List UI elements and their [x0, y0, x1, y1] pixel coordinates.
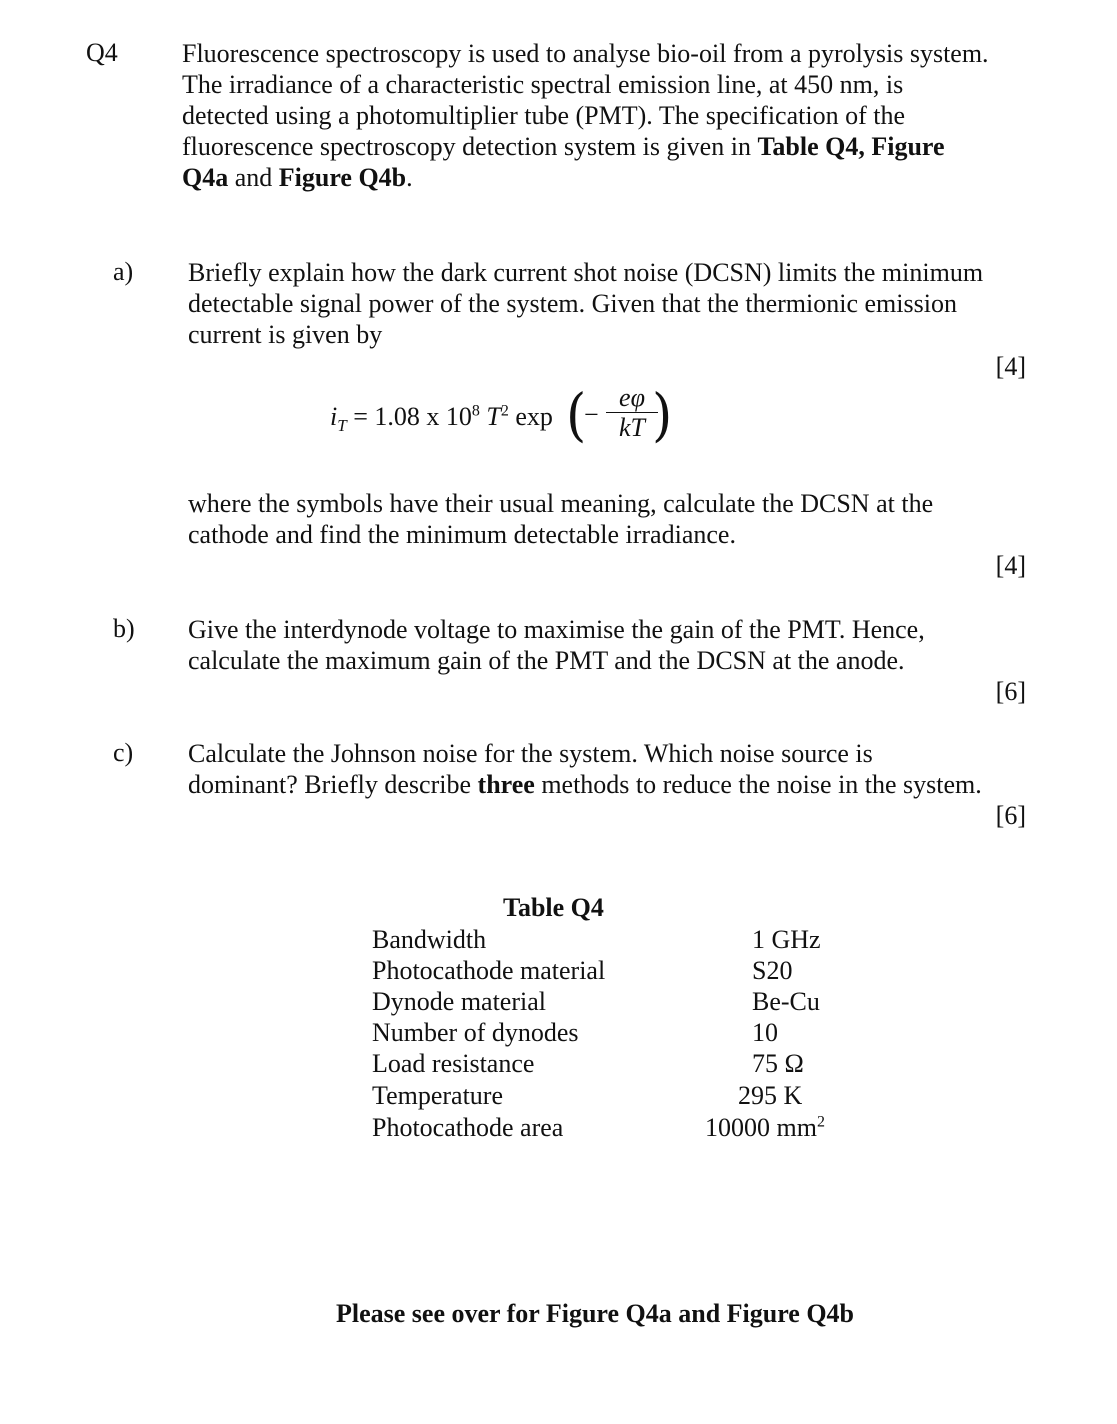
intro-line: detected using a photomultiplier tube (PMT). The specification of the [182, 101, 905, 130]
formula-sub-t: T [337, 416, 347, 436]
formula-i: i [330, 402, 338, 431]
part-c-line [188, 769, 982, 800]
formula-t: T [479, 402, 501, 431]
part-a-line: cathode and find the minimum detectable irradiance. [188, 520, 736, 549]
formula-denominator: kT [619, 413, 645, 442]
thermionic-formula [330, 380, 673, 460]
part-a-text-2 [188, 488, 933, 550]
table-row-value: Be-Cu [752, 987, 820, 1016]
table-row-label: Load resistance [372, 1049, 535, 1078]
table-row-label: Dynode material [372, 987, 546, 1016]
formula-fraction [606, 384, 658, 443]
intro-line [182, 162, 989, 193]
intro-line: The irradiance of a characteristic spectral emission line, at 450 nm, is [182, 70, 904, 99]
table-row-value: 10 [752, 1018, 778, 1047]
intro-text: fluorescence spectroscopy detection system is given in [182, 132, 758, 161]
intro-ref-fig-a: Q4a [182, 163, 229, 192]
part-b-line: calculate the maximum gain of the PMT and the DCSN at the anode. [188, 646, 905, 675]
part-c-text [188, 738, 982, 800]
part-b-text [188, 614, 925, 676]
part-b-line: Give the interdynode voltage to maximise the gain of the PMT. Hence, [188, 615, 925, 644]
part-a-line: where the symbols have their usual meaning, calculate the DCSN at the [188, 489, 934, 518]
part-a-marks-2: [4] [995, 551, 1026, 580]
intro-line [182, 131, 989, 162]
question-intro [182, 38, 989, 193]
formula-minus: − [584, 400, 599, 429]
part-a-line: current is given by [188, 320, 383, 349]
intro-line: Fluorescence spectroscopy is used to analyse bio-oil from a pyrolysis system. [182, 39, 989, 68]
part-b-label: b) [113, 614, 135, 643]
table-row-label: Bandwidth [372, 925, 487, 954]
left-paren-icon: ( [566, 383, 587, 449]
table-row-value: 1 GHz [752, 925, 821, 954]
part-c-text-a: dominant? Briefly describe [188, 770, 478, 799]
part-c-emphasis: three [477, 770, 535, 799]
formula-exp2: 2 [500, 402, 509, 420]
part-c-text-c: methods to reduce the noise in the system. [534, 770, 982, 799]
formula-numerator: eφ [606, 384, 658, 413]
intro-text: and [228, 163, 279, 192]
table-row-label: Temperature [372, 1081, 503, 1110]
table-row-label: Photocathode material [372, 956, 606, 985]
table-row-value: 295 K [738, 1081, 803, 1110]
part-a-line: Briefly explain how the dark current shot noise (DCSN) limits the minimum [188, 258, 984, 287]
question-number: Q4 [86, 38, 118, 67]
right-paren-icon: ) [652, 383, 673, 449]
intro-text: . [406, 163, 413, 192]
intro-ref-table: Table Q4, Figure [757, 132, 945, 161]
footer-note: Please see over for Figure Q4a and Figure Q4b [336, 1299, 855, 1328]
formula-exp8: 8 [471, 402, 480, 420]
part-a-line: detectable signal power of the system. Given that the thermionic emission [188, 289, 957, 318]
area-value: 10000 mm [705, 1113, 817, 1142]
formula-exp: exp [508, 402, 553, 431]
table-row-value [705, 1113, 825, 1143]
table-row-value: S20 [752, 956, 793, 985]
table-row-value: 75 Ω [752, 1049, 804, 1078]
intro-ref-fig-b: Figure Q4b [278, 163, 407, 192]
table-title: Table Q4 [503, 893, 604, 922]
part-b-marks: [6] [995, 677, 1026, 706]
part-c-line: Calculate the Johnson noise for the system. Which noise source is [188, 739, 873, 768]
part-c-marks: [6] [995, 801, 1026, 830]
table-row-label: Number of dynodes [372, 1018, 579, 1047]
part-a-label: a) [113, 257, 134, 286]
part-a-marks-1: [4] [995, 352, 1026, 381]
area-exponent: 2 [816, 1113, 825, 1131]
part-a-text [188, 257, 983, 350]
part-c-label: c) [113, 738, 134, 767]
table-row-label: Photocathode area [372, 1113, 564, 1142]
formula-coef: = 1.08 x 10 [346, 402, 472, 431]
